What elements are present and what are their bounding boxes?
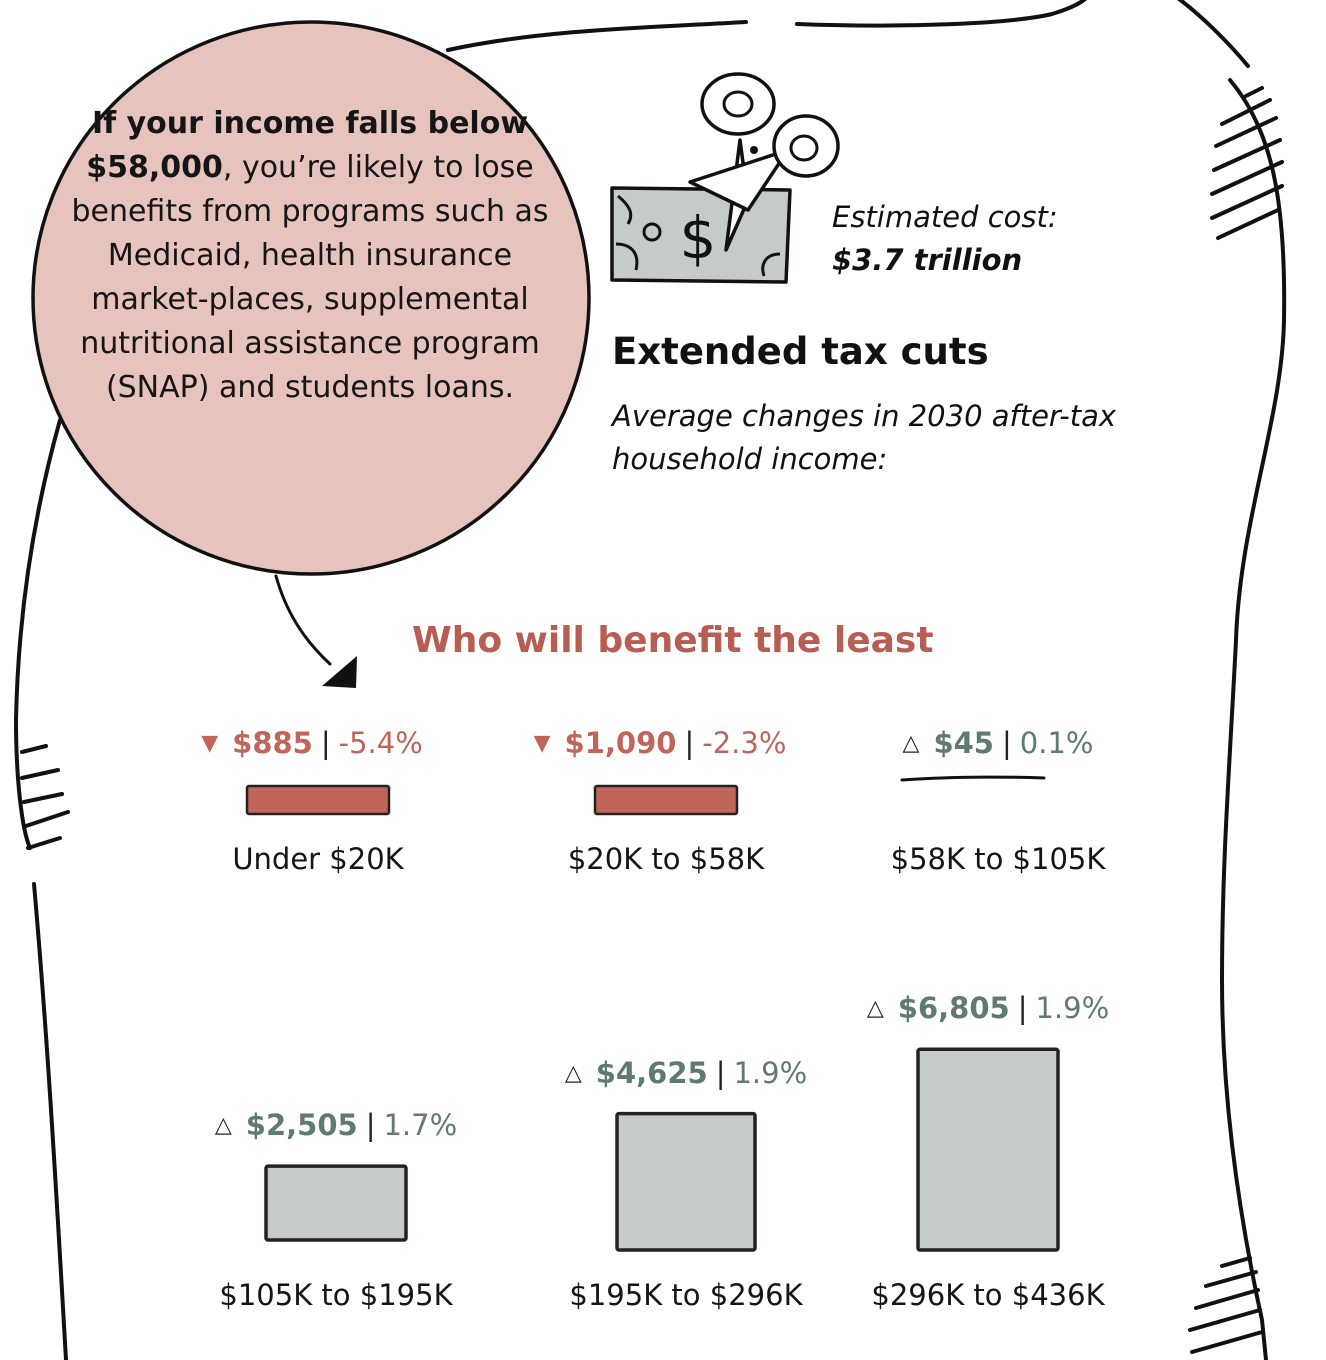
callout-body: , you’re likely to lose benefits from programs such as Medicaid, health insurance market-places, supplemental nutritional assistance program (SNAP) and students loans. [71, 150, 549, 405]
hatch-marks-bottom-right [1190, 1258, 1262, 1352]
category-label-5: $195K to $296K [569, 1278, 803, 1312]
value-amount: $4,625 [595, 1055, 708, 1090]
arrow-icon [276, 576, 330, 664]
value-amount: $2,505 [245, 1108, 358, 1143]
cost-label: Estimated cost: [832, 200, 1058, 234]
value-percent: -5.4% [338, 726, 423, 760]
value-percent: 0.1% [1019, 726, 1094, 760]
triangle-down-icon: ▼ [533, 731, 551, 756]
bar-6 [918, 1049, 1058, 1250]
triangle-up-icon: △ [564, 1060, 582, 1086]
bar-2 [595, 786, 737, 814]
value-label-4 [215, 1108, 457, 1142]
value-label-2 [534, 726, 787, 760]
value-percent: 1.9% [1035, 991, 1110, 1026]
category-label-2: $20K to $58K [567, 842, 765, 876]
bar-3 [902, 777, 1044, 780]
separator: | [365, 1108, 376, 1143]
value-label-5 [565, 1056, 807, 1090]
separator: | [320, 726, 331, 760]
chart-title: Who will benefit the least [412, 620, 934, 661]
bar-1 [247, 786, 389, 814]
triangle-down-icon: ▼ [201, 731, 219, 756]
section-subtitle: Average changes in 2030 after-tax household income: [612, 399, 1117, 476]
category-label-3: $58K to $105K [890, 842, 1106, 876]
bar-4 [266, 1166, 406, 1240]
separator: | [684, 726, 695, 760]
separator: | [1017, 991, 1028, 1026]
callout-text [60, 102, 560, 410]
separator: | [1002, 726, 1012, 760]
category-label-6: $296K to $436K [871, 1278, 1105, 1312]
category-label-4: $105K to $195K [219, 1278, 453, 1312]
value-label-6 [867, 991, 1109, 1025]
triangle-up-icon: △ [902, 731, 920, 756]
value-label-3 [903, 726, 1094, 760]
bar-5 [617, 1114, 755, 1250]
value-amount: $6,805 [897, 991, 1010, 1026]
value-amount: $885 [232, 726, 313, 760]
dollar-bill-icon [612, 188, 790, 282]
estimated-cost [832, 196, 1058, 282]
value-percent: 1.9% [733, 1055, 808, 1090]
value-amount: $1,090 [564, 726, 677, 760]
triangle-up-icon: △ [866, 996, 884, 1022]
value-amount: $45 [933, 726, 994, 760]
value-label-1 [201, 726, 423, 760]
value-percent: 1.7% [383, 1108, 458, 1143]
hatch-marks-left [22, 746, 68, 848]
svg-text:$: $ [679, 204, 717, 272]
triangle-up-icon: △ [214, 1113, 232, 1139]
value-percent: -2.3% [702, 726, 787, 760]
cost-value: $3.7 trillion [832, 243, 1023, 277]
category-label-1: Under $20K [232, 842, 404, 876]
callout-bold: If your income falls below $58,000 [86, 106, 529, 185]
separator: | [715, 1055, 726, 1090]
section-title: Extended tax cuts [612, 330, 989, 373]
